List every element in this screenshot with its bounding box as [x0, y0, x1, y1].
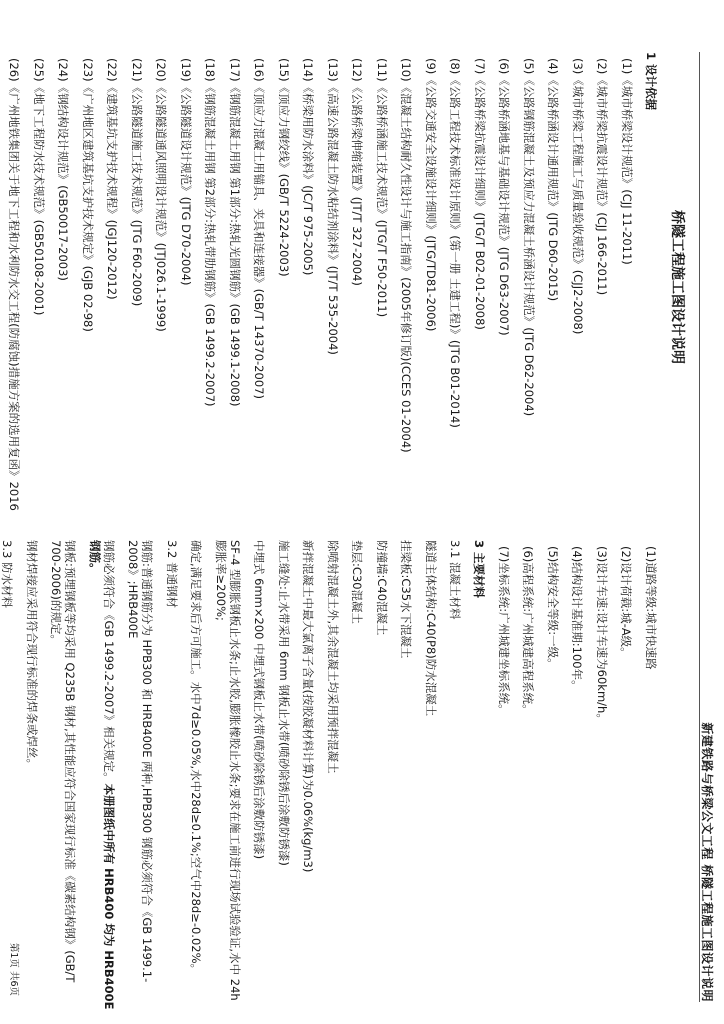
subsection-heading: 3.1 混凝土材料 — [448, 540, 463, 620]
reference-item: (3)《城市桥梁工程施工与质量验收规范》(CJJ2-2008) — [570, 58, 585, 335]
reference-item: (18)《钢筋混凝土用钢 第2部分:热轧带肋钢筋》(GB 1499.2-2007) — [203, 58, 218, 407]
left-column — [0, 52, 658, 522]
standard-item: (5)结构安全等级:一级。 — [545, 546, 560, 670]
reference-item: (16)《顶应力混凝土用锚具、夹具和连接器》(GB/T 14370-2007) — [252, 58, 267, 399]
material-line: SF-4 型膨胀钢板止水条;止水胶,膨胀橡胶止水条;要求在施工前进行现场试验验证,水中 24h 膨胀率≥200%; — [213, 540, 242, 1001]
reference-item: (2)《城市桥梁抗震设计规范》(CJJ 166-2011) — [595, 58, 610, 296]
material-line: 挂梁板:C35水下混凝土 — [399, 540, 414, 659]
standard-item: (7)坐标系统:广州城建坐标系统。 — [496, 546, 511, 716]
material-line: 钢筋:普通钢筋分为 HPB300 和 HRB400E 两种,HPB300 钢筋必须符合《GB 1499.1-2008》;HRB400E — [126, 540, 155, 983]
reference-item: (13)《高速公路混凝土防水粘结剂涂料》(JT/T 535-2004) — [325, 58, 340, 355]
right-column — [0, 540, 658, 1010]
reference-item: (1)《城市桥梁设计规范》(CJJ 11-2011) — [619, 58, 634, 265]
material-line: 钢材焊接应采用符合现行标准的焊条或焊丝。 — [24, 540, 39, 770]
material-line: 新拌混凝土中最大氯离子含量(按胶凝材料计算)为0.06%(kg/m3) — [301, 540, 316, 873]
document-title: 桥隧工程施工图设计说明 — [669, 210, 685, 364]
material-text: 钢筋必须符合《GB 1499.2-2007》相关规定。 — [101, 540, 116, 784]
reference-item: (26)《广州地铁集团关于地下工程和水利防水交工程(防腐蚀)措施方案的选用复函》2016 — [7, 58, 22, 511]
reference-item: (6)《公路桥涵地基与基础设计规范》(JTG D63-2007) — [497, 58, 512, 336]
standard-item: (3)设计车速:设计车速为60km/h。 — [594, 546, 609, 725]
subsection-heading: 3.2 普通钢材 — [164, 540, 179, 608]
reference-item: (20)《公路隧道通风照明设计规范》(JTJ026.1-1999) — [154, 58, 169, 332]
running-header: 新建铁路与桥梁公文工程 桥隧工程施工图设计说明 — [700, 722, 714, 1002]
reference-item: (7)《公路桥梁抗震设计细则》(JTG/T B02-01-2008) — [472, 58, 487, 330]
standard-item: (6)高程系统:广州城建高程系统。 — [521, 546, 536, 716]
reference-item: (15)《顶应力钢绞线》(GB/T 5224-2003) — [276, 58, 291, 277]
reference-item: (9)《公路交通安全设施设计细则》(JTG/TD81-2006) — [423, 58, 438, 332]
reference-item: (12)《公路桥梁伸缩装置》(JT/T 327-2004) — [350, 58, 365, 286]
material-line: 确定,满足要求后方可施工。水中7d≥0.05%,水中28d≥0.1%;空气中28d≥-0.02%。 — [189, 540, 204, 976]
reference-item: (10)《混凝土结构耐久性设计与施工指南》(2005年修订版)(CCES 01-2004) — [399, 58, 414, 453]
header-rule — [699, 52, 700, 1002]
material-line: 隧道主体结构:C40(P8)防水混凝土 — [423, 540, 438, 717]
reference-item: (24)《钢结构设计规范》(GB50017-2003) — [56, 58, 71, 281]
emphasis-text: 本册图纸中所有 HRB400 均为 HRB400E 钢筋。 — [87, 540, 116, 1010]
material-line: 钢板:预埋钢板等均采用 Q235B 钢材,其性能应符合国家现行标准《碳素结构钢》(GB/T 700-2006)的规定。 — [49, 540, 78, 983]
reference-item: (22)《建筑基坑支护技术规程》(JGJ120-2012) — [105, 58, 120, 300]
reference-item: (21)《公路隧道施工技术规范》(JTG F60-2009) — [129, 58, 144, 307]
material-line — [88, 540, 116, 1010]
standard-item: (1)道路等级:城市快速路 — [644, 546, 658, 670]
reference-item: (5)《公路钢筋混凝土及预应力混凝土桥涵设计规范》(JTG D62-2004) — [521, 58, 536, 417]
material-line: 垫层:C30混凝土 — [350, 540, 365, 625]
reference-item: (14)《桥梁用防水涂料》(JC/T 975-2005) — [301, 58, 316, 276]
material-line: 防撞墙:C40混凝土 — [374, 540, 389, 636]
reference-item: (25)《地下工程防水技术规范》(GB50108-2001) — [31, 58, 46, 316]
material-line: 中埋式 6mm×200 中埋式钢板止水带(喷砂除锈后涂敷防锈漆) — [252, 540, 267, 860]
reference-item: (19)《公路隧道设计规范》(JTG D70-2004) — [178, 58, 193, 286]
reference-item: (4)《公路桥涵设计通用规范》(JTG D60-2015) — [546, 58, 561, 302]
material-line: 除喷射混凝土外,其余混凝土均采用预拌混凝土 — [325, 540, 340, 774]
section-heading: 3 主要材料 — [472, 540, 487, 599]
section-heading: 1 设计依据 — [644, 52, 658, 111]
reference-item: (11)《公路桥涵施工技术规范》(JTG/T F50-2011) — [374, 58, 389, 318]
page-number: 第1页 共6页 — [8, 942, 19, 996]
reference-item: (17)《钢筋混凝土用钢 第1部分:热轧光圆钢筋》(GB 1499.1-2008) — [227, 58, 242, 407]
material-line: 施工缝处:止水带采用 6mm 钢板止水带(喷砂除锈后涂敷防锈漆) — [276, 540, 291, 866]
reference-item: (23)《广州地区建筑基坑支护技术规定》(GJB 02-98) — [80, 58, 95, 332]
subsection-heading: 3.3 防水材料 — [0, 540, 15, 608]
standard-item: (2)设计荷载:城-A级。 — [619, 546, 634, 659]
reference-item: (8)《公路工程技术标准设计原则》(第一册 土建工程)》(JTG B01-2014) — [448, 58, 463, 428]
standard-item: (4)结构设计基准期:100年。 — [570, 546, 585, 692]
